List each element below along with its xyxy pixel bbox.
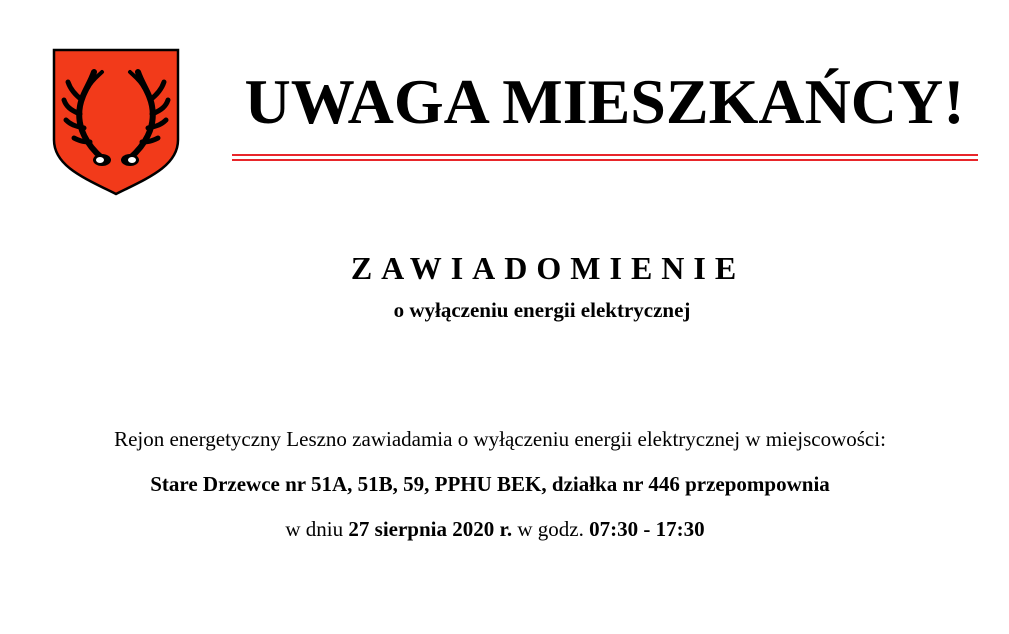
date-prefix: w dniu xyxy=(285,517,349,541)
notice-subheading: o wyłączeniu energii elektrycznej xyxy=(393,298,691,322)
title-divider xyxy=(232,154,978,162)
outage-date: 27 sierpnia 2020 r. xyxy=(348,517,513,541)
time-prefix: w godz. xyxy=(512,517,590,541)
divider-line-bottom xyxy=(232,159,978,161)
divider-line-top xyxy=(232,154,978,156)
outage-time: 07:30 - 17:30 xyxy=(589,517,705,541)
announcement-intro: Rejon energetyczny Leszno zawiadamia o wyłączeniu energii elektrycznej w miejscowości: xyxy=(114,427,886,451)
outage-schedule xyxy=(0,514,995,544)
page-title: UWAGA MIESZKAŃCY! xyxy=(244,66,965,137)
notice-heading: ZAWIADOMIENIE xyxy=(350,250,746,286)
affected-locations: Stare Drzewce nr 51A, 51B, 59, PPHU BEK, działka nr 446 przepompownia xyxy=(150,472,830,496)
red-shield-with-black-antlers-icon xyxy=(52,48,180,196)
